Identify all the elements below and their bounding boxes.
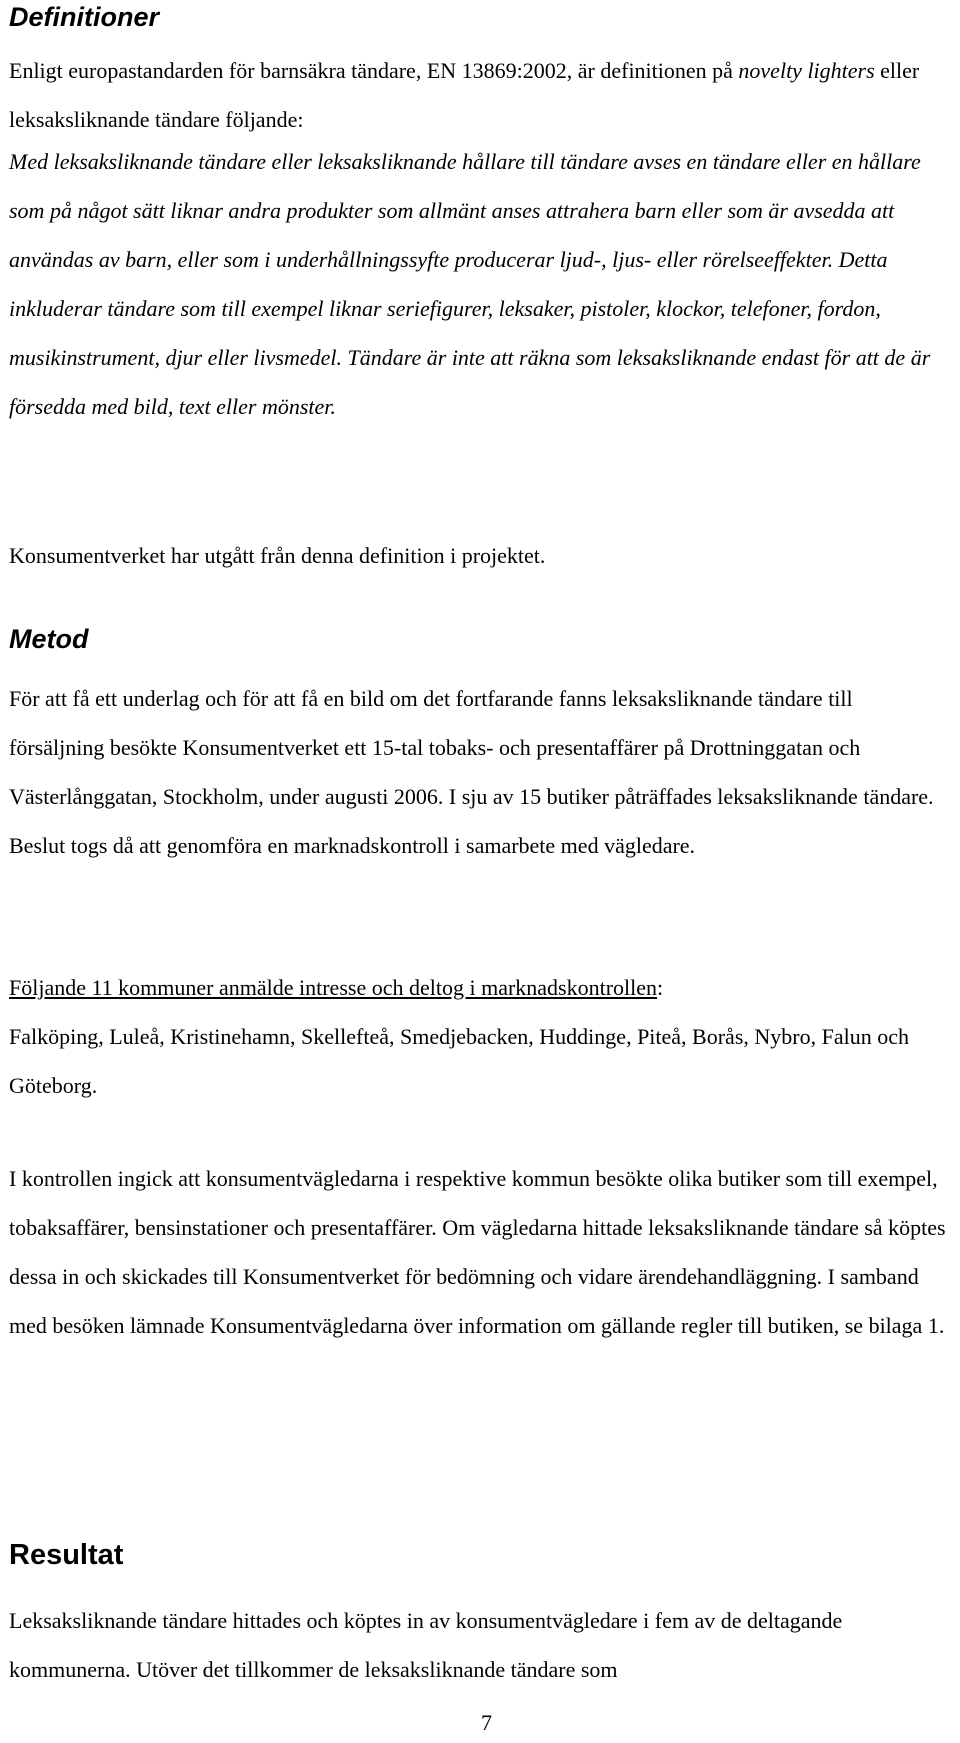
page-number: 7 bbox=[481, 1710, 492, 1735]
section-heading-metod: Metod bbox=[9, 624, 89, 654]
definition-intro-text: Enligt europastandarden för barnsäkra tändare, EN 13869:2002, är definitionen på bbox=[9, 58, 733, 83]
section-heading-definitioner: Definitioner bbox=[9, 2, 160, 32]
municipalities-colon: : bbox=[657, 975, 664, 1000]
definition-intro-tail: eller leksaksliknande tändare följande: bbox=[9, 58, 920, 132]
definition-quote-paragraph: Med leksaksliknande tändare eller leksaksliknande hållare till tändare avses en tändare eller en hållare som på något sätt liknar andra produkter som allmänt anses attrahera barn eller som är avsedda att användas av barn, eller som i underhållningssyfte producerar ljud-, ljus- eller rörelseeffekter. Detta inkluderar tändare som till exempel liknar seriefigurer, leksaker, pistoler, klockor, telefoner, fordon, musikinstrument, djur eller livsmedel. Tändare är inte att räkna som leksaksliknande endast för att de är försedda med bild, text eller mönster. bbox=[9, 149, 931, 419]
municipalities-list: Falköping, Luleå, Kristinehamn, Skellefteå, Smedjebacken, Huddinge, Piteå, Borås, Nybro, Falun och Göteborg. bbox=[9, 1024, 909, 1098]
metod-background-paragraph: För att få ett underlag och för att få en bild om det fortfarande fanns leksaksliknande tändare till försäljning besökte Konsumentverket ett 15-tal tobaks- och presentaffärer på Drottninggatan och Västerlånggatan, Stockholm, under augusti 2006. I sju av 15 butiker påträffades leksaksliknande tändare. Beslut togs då att genomföra en marknadskontroll i samarbete med vägledare. bbox=[9, 686, 934, 858]
resultat-paragraph: Leksaksliknande tändare hittades och köptes in av konsumentvägledare i fem av de deltagande kommunerna. Utöver det tillkommer de leksaksliknande tändare som bbox=[9, 1608, 843, 1682]
novelty-lighters-term: novelty lighters bbox=[738, 58, 875, 83]
metod-municipalities-paragraph bbox=[9, 963, 949, 1110]
section-heading-resultat: Resultat bbox=[9, 1539, 124, 1571]
definition-usage-paragraph: Konsumentverket har utgått från denna definition i projektet. bbox=[9, 543, 546, 568]
metod-procedure-paragraph: I kontrollen ingick att konsumentvägledarna i respektive kommun besökte olika butiker som till exempel, tobaksaffärer, bensinstationer och presentaffärer. Om vägledarna hittade leksaksliknande tändare så köptes dessa in och skickades till Konsumentverket för bedömning och vidare ärendehandläggning. I samband med besöken lämnade Konsumentvägledarna över information om gällande regler till butiken, se bilaga 1. bbox=[9, 1166, 946, 1338]
definition-intro-paragraph bbox=[9, 46, 949, 144]
municipalities-intro: Följande 11 kommuner anmälde intresse och deltog i marknadskontrollen bbox=[9, 975, 658, 1000]
